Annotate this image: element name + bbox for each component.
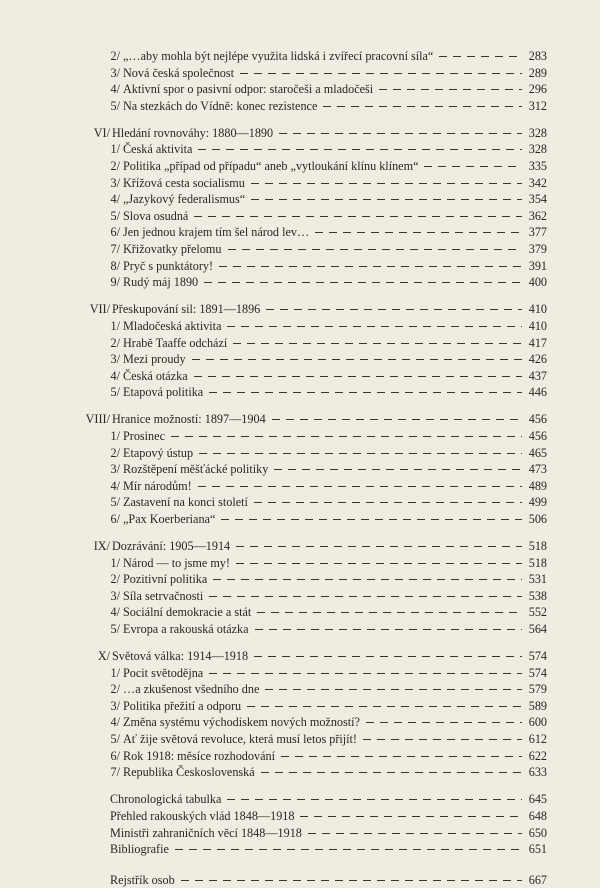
entry-title: Rok 1918: měsíce rozhodování xyxy=(123,748,275,763)
toc-item-row[interactable] xyxy=(0,714,600,731)
leader-dashes xyxy=(221,519,522,520)
leader-dashes xyxy=(227,326,522,327)
leader-dashes xyxy=(209,596,522,597)
toc-item-row[interactable] xyxy=(0,141,600,158)
page-number: 499 xyxy=(528,495,547,510)
toc-appendix-row[interactable] xyxy=(0,841,600,858)
entry-title: Mír národům! xyxy=(123,478,192,493)
entry-title: „Pax Koerberiana“ xyxy=(123,511,216,526)
entry-title: Evropa a rakouská otázka xyxy=(123,622,249,636)
leader-dashes xyxy=(366,722,522,723)
item-number: 5/ xyxy=(110,495,120,510)
toc-item-row[interactable] xyxy=(0,698,600,715)
page-number: 650 xyxy=(528,825,547,840)
toc-item-row[interactable] xyxy=(0,81,600,98)
entry-title: Rozštěpení měšťácké politiky xyxy=(123,462,269,477)
item-number: 3/ xyxy=(110,352,120,367)
toc-item-row[interactable] xyxy=(0,191,600,208)
entry-title: Rudý máj 1890 xyxy=(123,275,199,290)
page-number: 574 xyxy=(528,649,547,664)
page-number: 518 xyxy=(528,539,547,554)
chapter-number: X/ xyxy=(97,649,110,664)
entry-title: Chronologická tabulka xyxy=(110,792,222,807)
leader-dashes xyxy=(251,183,522,184)
leader-dashes xyxy=(233,343,522,344)
leader-dashes xyxy=(265,689,522,690)
entry-title: Slova osudná xyxy=(123,208,189,223)
toc-item-row[interactable] xyxy=(0,428,600,445)
page-number: 410 xyxy=(528,318,547,333)
entry-title: Pozitivní politika xyxy=(123,572,208,587)
entry-title: Politika přežití a odporu xyxy=(123,698,242,713)
leader-dashes xyxy=(171,436,522,437)
item-number: 2/ xyxy=(110,159,120,174)
item-number: 3/ xyxy=(110,588,120,603)
entry-title: Mladočeská aktivita xyxy=(123,318,222,333)
toc-chapter-row[interactable] xyxy=(0,538,600,555)
page-number: 379 xyxy=(528,242,547,257)
leader-dashes xyxy=(254,502,522,503)
entry-title: Ať žije světová revoluce, která musí letos přijít! xyxy=(123,732,357,747)
toc-item-row[interactable] xyxy=(0,731,600,748)
entry-title: „Jazykový federalismus“ xyxy=(123,192,246,207)
entry-title: Mezi proudy xyxy=(123,352,186,367)
toc-item-row[interactable] xyxy=(0,384,600,401)
item-number: 1/ xyxy=(110,142,120,157)
item-number: 6/ xyxy=(110,511,120,526)
toc-item-row[interactable] xyxy=(0,98,600,115)
item-number: 6/ xyxy=(110,748,120,763)
toc-item-row[interactable] xyxy=(0,318,600,335)
leader-dashes xyxy=(228,249,522,250)
chapter-title: Hranice možností: 1897—1904 xyxy=(112,412,266,427)
page-number: 456 xyxy=(528,428,547,443)
page-number: 651 xyxy=(528,842,547,857)
table-of-contents xyxy=(0,48,600,888)
leader-dashes xyxy=(272,419,522,420)
toc-chapter-row[interactable] xyxy=(0,301,600,318)
item-number: 4/ xyxy=(110,715,120,730)
page-number: 473 xyxy=(528,462,547,477)
leader-dashes xyxy=(274,469,522,470)
page-number: 648 xyxy=(528,808,547,823)
leader-dashes xyxy=(315,232,522,233)
entry-title: Pryč s punktátory! xyxy=(123,258,214,273)
toc-item-row[interactable] xyxy=(0,351,600,368)
page-number: 579 xyxy=(528,682,547,697)
entry-title: …a zkušenost všedního dne xyxy=(123,682,260,697)
leader-dashes xyxy=(255,629,522,630)
item-number: 2/ xyxy=(110,682,120,697)
page-number: 667 xyxy=(528,872,547,887)
page-number: 328 xyxy=(528,125,547,140)
page-number: 538 xyxy=(528,588,547,603)
toc-item-row[interactable] xyxy=(0,748,600,765)
toc-chapter-row[interactable] xyxy=(0,125,600,142)
page-number: 645 xyxy=(528,792,547,807)
leader-dashes xyxy=(266,309,522,310)
page-number: 456 xyxy=(528,412,547,427)
section-gap xyxy=(0,528,600,539)
leader-dashes xyxy=(194,216,522,217)
item-number: 8/ xyxy=(110,258,120,273)
page-number: 633 xyxy=(528,765,547,780)
leader-dashes xyxy=(204,282,522,283)
section-gap xyxy=(0,401,600,412)
leader-dashes xyxy=(261,772,522,773)
item-number: 5/ xyxy=(110,732,120,747)
section-gap xyxy=(0,781,600,792)
leader-dashes xyxy=(323,106,522,107)
page-number: 612 xyxy=(528,732,547,747)
chapter-title: Dozrávání: 1905—1914 xyxy=(112,539,231,554)
leader-dashes xyxy=(247,706,522,707)
page-number: 426 xyxy=(528,352,547,367)
entry-title: Nová česká společnost xyxy=(123,65,235,80)
leader-dashes xyxy=(209,673,522,674)
entry-title: Přehled rakouských vlád 1848—1918 xyxy=(110,808,295,823)
entry-title: Jen jednou krajem tím šel národ lev… xyxy=(123,225,310,240)
toc-item-row[interactable] xyxy=(0,48,600,65)
toc-item-row[interactable] xyxy=(0,555,600,572)
page-number: 410 xyxy=(528,302,547,317)
toc-item-row[interactable] xyxy=(0,208,600,225)
entry-title: Síla setrvačnosti xyxy=(123,588,204,603)
item-number: 5/ xyxy=(110,385,120,400)
toc-item-row[interactable] xyxy=(0,461,600,478)
entry-title: Národ — to jsme my! xyxy=(123,555,230,570)
page-number: 289 xyxy=(528,65,547,80)
item-number: 1/ xyxy=(110,665,120,680)
leader-dashes xyxy=(300,816,522,817)
leader-dashes xyxy=(199,453,522,454)
leader-dashes xyxy=(192,359,522,360)
toc-chapter-row[interactable] xyxy=(0,411,600,428)
leader-dashes xyxy=(308,833,522,834)
entry-title: Aktivní spor o pasivní odpor: staročeši a mladočeši xyxy=(123,82,374,97)
entry-title: Hrabě Taaffe odchází xyxy=(123,335,228,350)
toc-item-row[interactable] xyxy=(0,445,600,462)
toc-item-row[interactable] xyxy=(0,764,600,781)
page-number: 328 xyxy=(528,142,547,157)
toc-item-row[interactable] xyxy=(0,604,600,621)
item-number: 9/ xyxy=(110,275,120,290)
leader-dashes xyxy=(424,166,522,167)
leader-dashes xyxy=(198,149,522,150)
item-number: 5/ xyxy=(110,622,120,636)
leader-dashes xyxy=(257,612,522,613)
item-number: 5/ xyxy=(110,98,120,113)
toc-item-row[interactable] xyxy=(0,494,600,511)
item-number: 6/ xyxy=(110,225,120,240)
toc-item-row[interactable] xyxy=(0,274,600,291)
toc-item-row[interactable] xyxy=(0,335,600,352)
entry-title: Sociální demokracie a stát xyxy=(123,605,252,620)
toc-item-row[interactable] xyxy=(0,511,600,528)
item-number: 3/ xyxy=(110,175,120,190)
entry-title: Rejstřík osob xyxy=(110,872,175,887)
entry-title: Zastavení na konci století xyxy=(123,495,248,510)
chapter-number: IX/ xyxy=(93,539,110,554)
page-number: 600 xyxy=(528,715,547,730)
leader-dashes xyxy=(209,392,522,393)
toc-item-row[interactable] xyxy=(0,681,600,698)
toc-appendix-row[interactable] xyxy=(0,825,600,842)
toc-item-row[interactable] xyxy=(0,65,600,82)
page-number: 465 xyxy=(528,445,547,460)
section-gap xyxy=(0,114,600,125)
entry-title: Etapová politika xyxy=(123,385,204,400)
page-number: 518 xyxy=(528,555,547,570)
chapter-title: Světová válka: 1914—1918 xyxy=(112,649,249,664)
toc-item-row[interactable] xyxy=(0,175,600,192)
page-number: 574 xyxy=(528,665,547,680)
item-number: 4/ xyxy=(110,605,120,620)
leader-dashes xyxy=(279,133,522,134)
page-number: 506 xyxy=(528,511,547,526)
page-number: 312 xyxy=(528,98,547,113)
leader-dashes xyxy=(281,756,522,757)
entry-title: Republika Československá xyxy=(123,765,255,780)
leader-dashes xyxy=(175,849,522,850)
toc-item-row[interactable] xyxy=(0,224,600,241)
item-number: 1/ xyxy=(110,555,120,570)
toc-index-row[interactable] xyxy=(0,872,600,888)
leader-dashes xyxy=(240,73,522,74)
leader-dashes xyxy=(439,56,522,57)
item-number: 7/ xyxy=(110,242,120,257)
page-number: 489 xyxy=(528,478,547,493)
leader-dashes xyxy=(194,376,522,377)
item-number: 7/ xyxy=(110,765,120,780)
page-number: 437 xyxy=(528,368,547,383)
item-number: 5/ xyxy=(110,208,120,223)
item-number: 2/ xyxy=(110,49,120,63)
page-number: 622 xyxy=(528,748,547,763)
leader-dashes xyxy=(236,546,522,547)
page-number: 446 xyxy=(528,385,547,400)
leader-dashes xyxy=(363,739,522,740)
chapter-number: VII/ xyxy=(89,302,110,317)
entry-title: Politika „případ od případu“ aneb „vytloukání klínu klínem“ xyxy=(123,159,419,174)
page-number: 564 xyxy=(528,622,547,636)
toc-appendix-row[interactable] xyxy=(0,791,600,808)
leader-dashes xyxy=(254,656,522,657)
entry-title: Česká aktivita xyxy=(123,142,193,157)
page-number: 391 xyxy=(528,258,547,273)
chapter-number: VIII/ xyxy=(85,412,110,427)
toc-item-row[interactable] xyxy=(0,258,600,275)
leader-dashes xyxy=(251,199,522,200)
leader-dashes xyxy=(236,563,522,564)
page-number: 531 xyxy=(528,572,547,587)
entry-title: Křížová cesta socialismu xyxy=(123,175,245,190)
toc-item-row[interactable] xyxy=(0,158,600,175)
item-number: 3/ xyxy=(110,698,120,713)
item-number: 1/ xyxy=(110,428,120,443)
page-number: 377 xyxy=(528,225,547,240)
section-gap xyxy=(0,291,600,302)
toc-item-row[interactable] xyxy=(0,571,600,588)
toc-chapter-row[interactable] xyxy=(0,648,600,665)
chapter-title: Přeskupování sil: 1891—1896 xyxy=(112,302,261,317)
leader-dashes xyxy=(219,266,522,267)
entry-title: Prosinec xyxy=(123,428,165,443)
item-number: 4/ xyxy=(110,82,120,97)
toc-item-row[interactable] xyxy=(0,588,600,605)
page-number: 552 xyxy=(528,605,547,620)
item-number: 3/ xyxy=(110,462,120,477)
page-number: 589 xyxy=(528,698,547,713)
entry-title: „…aby mohla být nejlépe využita lidská i zvířecí pracovní síla“ xyxy=(123,49,434,63)
entry-title: Změna systému východiskem nových možností? xyxy=(123,715,360,730)
item-number: 4/ xyxy=(110,478,120,493)
item-number: 2/ xyxy=(110,572,120,587)
toc-item-row[interactable] xyxy=(0,478,600,495)
page-number: 342 xyxy=(528,175,547,190)
toc-item-row[interactable] xyxy=(0,368,600,385)
entry-title: Křižovatky přelomu xyxy=(123,242,222,257)
page-number: 362 xyxy=(528,208,547,223)
section-gap xyxy=(0,858,600,872)
page-number: 354 xyxy=(528,192,547,207)
toc-appendix-row[interactable] xyxy=(0,808,600,825)
leader-dashes xyxy=(379,89,522,90)
item-number: 3/ xyxy=(110,65,120,80)
page-number: 335 xyxy=(528,159,547,174)
page-number: 400 xyxy=(528,275,547,290)
page-number: 283 xyxy=(528,49,547,63)
item-number: 2/ xyxy=(110,335,120,350)
chapter-number: VI/ xyxy=(93,125,110,140)
toc-item-row[interactable] xyxy=(0,665,600,682)
item-number: 1/ xyxy=(110,318,120,333)
entry-title: Na stezkách do Vídně: konec rezistence xyxy=(123,98,318,113)
chapter-title: Hledání rovnováhy: 1880—1890 xyxy=(112,125,274,140)
leader-dashes xyxy=(198,486,522,487)
leader-dashes xyxy=(181,880,522,881)
section-gap xyxy=(0,638,600,649)
toc-item-row[interactable] xyxy=(0,621,600,638)
entry-title: Pocit světodějna xyxy=(123,665,204,680)
entry-title: Bibliografie xyxy=(110,842,169,857)
item-number: 4/ xyxy=(110,368,120,383)
leader-dashes xyxy=(213,579,522,580)
item-number: 4/ xyxy=(110,192,120,207)
toc-item-row[interactable] xyxy=(0,241,600,258)
page-number: 296 xyxy=(528,82,547,97)
entry-title: Etapový ústup xyxy=(123,445,194,460)
item-number: 2/ xyxy=(110,445,120,460)
page-number: 417 xyxy=(528,335,547,350)
entry-title: Ministři zahraničních věcí 1848—1918 xyxy=(110,825,302,840)
leader-dashes xyxy=(227,799,522,800)
entry-title: Česká otázka xyxy=(123,368,188,383)
